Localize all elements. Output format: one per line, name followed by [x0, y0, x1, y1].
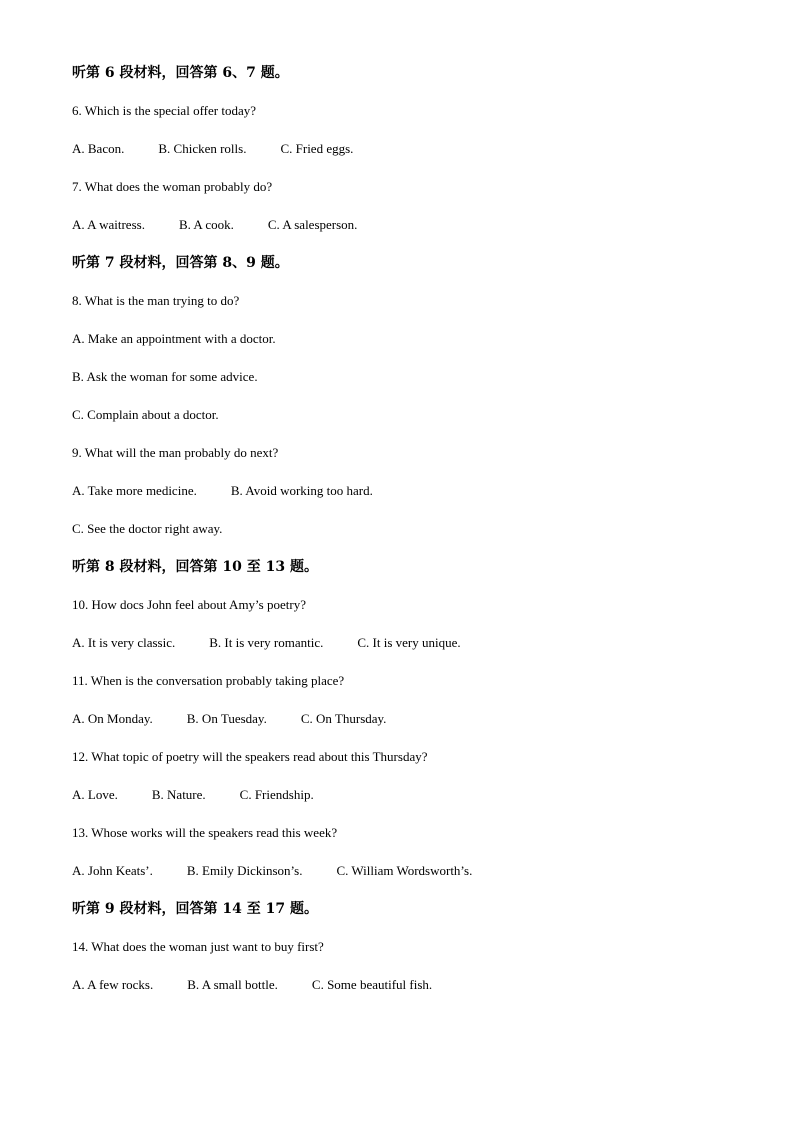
answer-option: A. Make an appointment with a doctor.: [72, 331, 276, 346]
answer-option: C. Some beautiful fish.: [311, 977, 433, 992]
answer-option: B. On Tuesday.: [186, 711, 267, 726]
answer-option: A. A few rocks.: [72, 977, 154, 992]
answer-option: A. Bacon.: [72, 141, 125, 156]
answer-options: [72, 215, 754, 253]
answer-option: B. A cook.: [178, 217, 234, 232]
answer-option: B. Nature.: [151, 787, 206, 802]
answer-option: C. William Wordsworth’s.: [336, 863, 473, 878]
answer-option: B. A small bottle.: [187, 977, 278, 992]
question-text: 7. What does the woman probably do?: [72, 179, 273, 194]
question-text: 8. What is the man trying to do?: [72, 293, 240, 308]
question-text: 9. What will the man probably do next?: [72, 445, 279, 460]
answer-options: [72, 139, 754, 177]
question-text: 6. Which is the special offer today?: [72, 103, 256, 118]
section-heading: 听第 9 段材料，回答第 14 至 17 题。: [72, 901, 318, 917]
answer-option: A. Love.: [72, 787, 118, 802]
question-text: 11. When is the conversation probably taking place?: [72, 673, 345, 688]
section-heading: 听第 6 段材料，回答第 6、7 题。: [72, 65, 289, 81]
exam-document: [72, 63, 754, 1013]
answer-option: B. Emily Dickinson’s.: [186, 863, 303, 878]
answer-option: A. It is very classic.: [72, 635, 176, 650]
question-text: 14. What does the woman just want to buy first?: [72, 939, 324, 954]
section-heading: 听第 7 段材料，回答第 8、9 题。: [72, 255, 289, 271]
answer-option: C. See the doctor right away.: [72, 521, 223, 536]
answer-option: C. Complain about a doctor.: [72, 407, 219, 422]
answer-options: [72, 481, 754, 519]
answer-option: B. It is very romantic.: [209, 635, 324, 650]
answer-option: B. Avoid working too hard.: [230, 483, 373, 498]
question-text: 13. Whose works will the speakers read this week?: [72, 825, 338, 840]
question-text: 12. What topic of poetry will the speakers read about this Thursday?: [72, 749, 428, 764]
answer-option: A. On Monday.: [72, 711, 153, 726]
answer-option: A. A waitress.: [72, 217, 145, 232]
answer-options: [72, 861, 754, 899]
answer-options: [72, 405, 754, 443]
answer-option: A. John Keats’.: [72, 863, 153, 878]
answer-options: [72, 329, 754, 367]
answer-options: [72, 519, 754, 557]
answer-option: C. Friendship.: [239, 787, 314, 802]
answer-options: [72, 709, 754, 747]
answer-options: [72, 975, 754, 1013]
answer-option: C. Fried eggs.: [280, 141, 354, 156]
answer-options: [72, 785, 754, 823]
answer-options: [72, 633, 754, 671]
answer-option: C. On Thursday.: [300, 711, 387, 726]
answer-option: A. Take more medicine.: [72, 483, 197, 498]
answer-options: [72, 367, 754, 405]
question-text: 10. How docs John feel about Amy’s poetry?: [72, 597, 306, 612]
answer-option: C. A salesperson.: [267, 217, 358, 232]
answer-option: C. It is very unique.: [357, 635, 461, 650]
answer-option: B. Chicken rolls.: [158, 141, 247, 156]
section-heading: 听第 8 段材料，回答第 10 至 13 题。: [72, 559, 318, 575]
answer-option: B. Ask the woman for some advice.: [72, 369, 258, 384]
